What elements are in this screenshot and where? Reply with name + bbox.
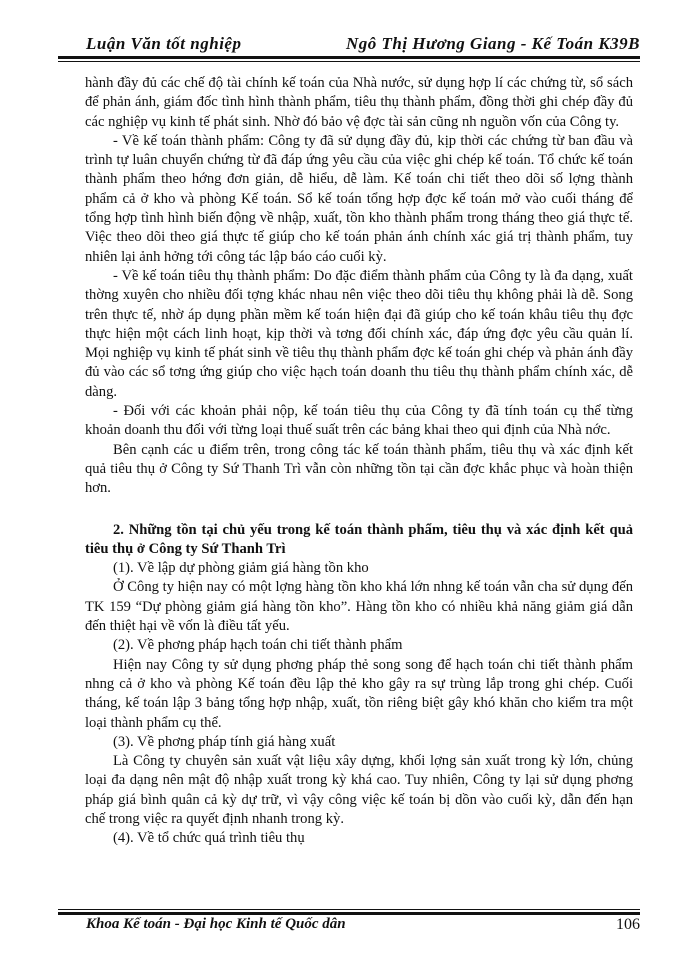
- paragraph: - Đối với các khoản phải nộp, kế toán tiêu thụ của Công ty đã tính toán cụ thể từng khoản doanh thu đối với từng loại thuế suất trên các bảng khai theo qui định của Nhà nớc.: [85, 403, 633, 439]
- footer-rule-thin: [58, 909, 640, 910]
- paragraph: Là Công ty chuyên sản xuất vật liệu xây dựng, khối lợng sản xuất trong kỳ lớn, chủng loại đa dạng nên mật độ nhập xuất trong kỳ khá cao. Tuy nhiên, Công ty lại sử dụng phơng pháp giá bình quân cả kỳ dự trữ, vì vậy công việc kế toán bị dồn vào cuối kỳ, dẫn đến hạn chế trong việc ra quyết định nhanh trong kỳ.: [85, 753, 633, 827]
- header-rule-thick: [58, 56, 640, 59]
- header-thesis-title: Luận Văn tốt nghiệp: [86, 34, 242, 53]
- footer-faculty: Khoa Kế toán - Đại học Kinh tế Quốc dân: [86, 916, 346, 932]
- paragraph: hành đầy đủ các chế độ tài chính kế toán của Nhà nước, sử dụng hợp lí các chứng từ, sổ sách để phản ánh, giám đốc tình hình thành phẩm, tiêu thụ thành phẩm, đồng thời ghi chép đầy đủ các nghiệp vụ kinh tế phát sinh. Nhờ đó bảo vệ đợc tài sản cũng nh nguồn vốn của Công ty.: [85, 75, 633, 130]
- page-number: 106: [616, 916, 640, 933]
- subheading: (3). Về phơng pháp tính giá hàng xuất: [113, 733, 336, 750]
- page-header: [58, 32, 640, 56]
- subheading: (2). Về phơng pháp hạch toán chi tiết thành phẩm: [113, 637, 403, 654]
- header-author: Ngô Thị Hương Giang - Kế Toán K39B: [345, 34, 640, 53]
- spacer: [85, 499, 633, 521]
- paragraph: - Về kế toán tiêu thụ thành phẩm: Do đặc điểm thành phẩm của Công ty là đa dạng, xuất thờng xuyên cho nhiều đối tợng khác nhau nên việc theo dõi tiêu thụ không phải là dễ. Song trên thực tế, nhờ áp dụng phần mềm kế toán hiện đại đã giúp cho kế toán khâu tiêu thụ đợc thực hiện một cách linh hoạt, kịp thời và tơng đối chính xác, đáp ứng đợc yêu cầu quản lí. Mọi nghiệp vụ kinh tế phát sinh về tiêu thụ thành phẩm đợc kế toán ghi chép và phản ánh đầy đủ vào các sổ tơng ứng giúp cho việc hạch toán doanh thu tiêu thụ thành phẩm chính xác, dễ dàng.: [85, 267, 633, 400]
- footer-rule-thick: [58, 912, 640, 915]
- paragraph: Bên cạnh các u điểm trên, trong công tác kế toán thành phẩm, tiêu thụ và xác định kết quả tiêu thụ ở Công ty Sứ Thanh Trì vẫn còn những tồn tại cần đợc khắc phục và hoàn thiện hơn.: [85, 441, 633, 497]
- paragraph: Hiện nay Công ty sử dụng phơng pháp thẻ song song để hạch toán chi tiết thành phẩm nhng cả ở kho và phòng Kế toán đều lập thẻ kho gây ra sự trùng lắp trong ghi chép. Cuối tháng, kế toán lập 3 bảng tổng hợp nhập, xuất, tồn riêng biệt gây khó khăn cho kiểm tra một loại thành phẩm cụ thể.: [85, 656, 633, 731]
- section-heading: 2. Những tồn tại chủ yếu trong kế toán thành phẩm, tiêu thụ và xác định kết quả tiêu thụ ở Công ty Sứ Thanh Trì: [85, 521, 633, 557]
- header-rule-thin: [58, 61, 640, 62]
- subheading: (4). Về tổ chức quá trình tiêu thụ: [113, 830, 305, 847]
- paragraph: - Về kế toán thành phẩm: Công ty đã sử dụng đầy đủ, kịp thời các chứng từ ban đầu và trình tự luân chuyển chứng từ đã đáp ứng yêu cầu của việc ghi chép kế toán. Tổ chức kế toán thành phẩm theo hớng đơn giản, dễ hiểu, dễ làm. Kế toán chi tiết theo dõi số lợng thành phẩm cả ở kho và phòng Kế toán. Sổ kế toán tổng hợp đợc kế toán mở vào cuối tháng để tổng hợp tình hình biến động về nhập, xuất, tồn kho thành phẩm trong tháng theo giá thực tế. Việc theo dõi theo giá thực tế giúp cho kế toán phản ánh chính xác giá trị thành phẩm, tuy nhiên lại ảnh hởng tới công tác lập báo cáo cuối kỳ.: [85, 132, 633, 265]
- paragraph: Ở Công ty hiện nay có một lợng hàng tồn kho khá lớn nhng kế toán vẫn cha sử dụng đến TK 159 “Dự phòng giảm giá hàng tồn kho”. Hàng tồn kho có nhiều khả năng giảm giá dẫn đến thiệt hại về vốn là điều tất yếu.: [85, 579, 633, 635]
- subheading: (1). Về lập dự phòng giảm giá hàng tồn kho: [113, 560, 369, 577]
- body-text: [85, 74, 633, 849]
